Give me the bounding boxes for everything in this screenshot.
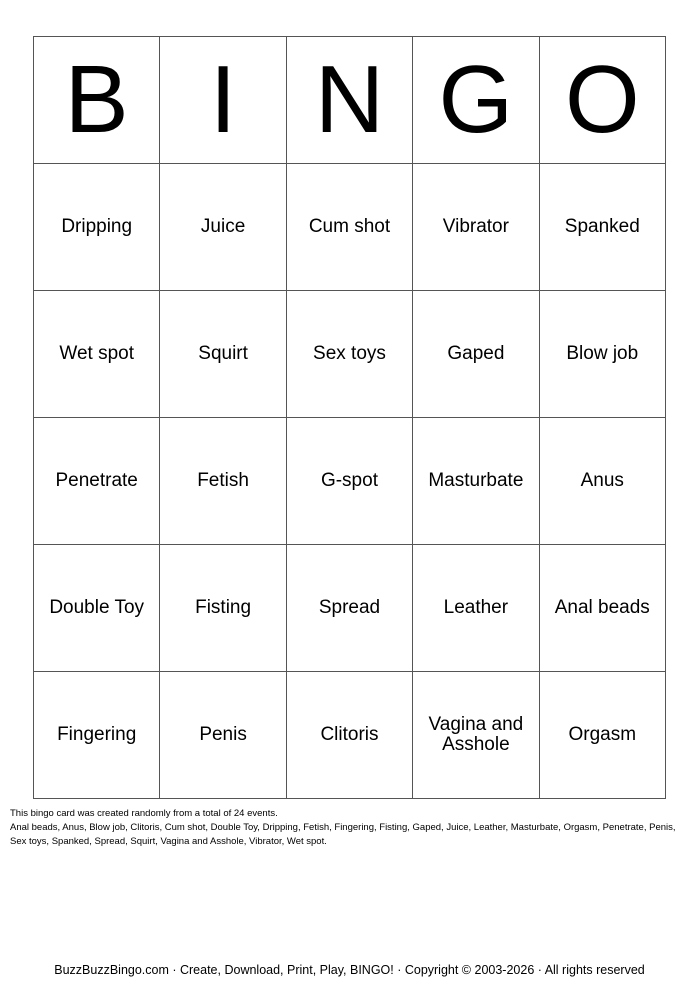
- bingo-cell: Juice: [160, 164, 286, 291]
- bingo-cell: G-spot: [286, 418, 412, 545]
- bingo-cell: Wet spot: [34, 291, 160, 418]
- bingo-cell: Orgasm: [539, 672, 665, 799]
- bingo-cell: Fetish: [160, 418, 286, 545]
- bingo-card: [33, 36, 666, 799]
- bingo-cell: Vagina and Asshole: [413, 672, 539, 799]
- header-letter-o: O: [539, 37, 665, 164]
- bingo-cell: Penetrate: [34, 418, 160, 545]
- bingo-cell: Spanked: [539, 164, 665, 291]
- bingo-cell: Double Toy: [34, 545, 160, 672]
- bingo-cell: Sex toys: [286, 291, 412, 418]
- card-note-summary: This bingo card was created randomly from a total of 24 events.: [10, 808, 278, 819]
- bingo-cell: Gaped: [413, 291, 539, 418]
- bingo-cell: Masturbate: [413, 418, 539, 545]
- bingo-cell: Squirt: [160, 291, 286, 418]
- bingo-row: [34, 164, 666, 291]
- page-footer: BuzzBuzzBingo.com · Create, Download, Print, Play, BINGO! · Copyright © 2003-2026 · All rights reserved: [54, 963, 645, 977]
- header-letter-b: B: [34, 37, 160, 164]
- bingo-cell: Spread: [286, 545, 412, 672]
- bingo-cell: Penis: [160, 672, 286, 799]
- bingo-cell: Clitoris: [286, 672, 412, 799]
- bingo-row: [34, 418, 666, 545]
- bingo-header-row: [34, 37, 666, 164]
- bingo-row: [34, 545, 666, 672]
- header-letter-n: N: [286, 37, 412, 164]
- bingo-cell: Fingering: [34, 672, 160, 799]
- bingo-cell: Leather: [413, 545, 539, 672]
- bingo-cell: Fisting: [160, 545, 286, 672]
- header-letter-i: I: [160, 37, 286, 164]
- bingo-cell: Cum shot: [286, 164, 412, 291]
- card-note: [10, 807, 690, 849]
- bingo-row: [34, 672, 666, 799]
- header-letter-g: G: [413, 37, 539, 164]
- bingo-cell: Blow job: [539, 291, 665, 418]
- bingo-cell: Anal beads: [539, 545, 665, 672]
- bingo-row: [34, 291, 666, 418]
- bingo-cell: Dripping: [34, 164, 160, 291]
- bingo-cell: Anus: [539, 418, 665, 545]
- bingo-cell: Vibrator: [413, 164, 539, 291]
- card-note-events: Anal beads, Anus, Blow job, Clitoris, Cum shot, Double Toy, Dripping, Fetish, Fingering, Fisting, Gaped, Juice, Leather, Masturbate, Orgasm, Penetrate, Penis, Sex toys, Spanked, Spread, Squirt, Vagina and Asshole, Vibrator, Wet spot.: [10, 822, 676, 847]
